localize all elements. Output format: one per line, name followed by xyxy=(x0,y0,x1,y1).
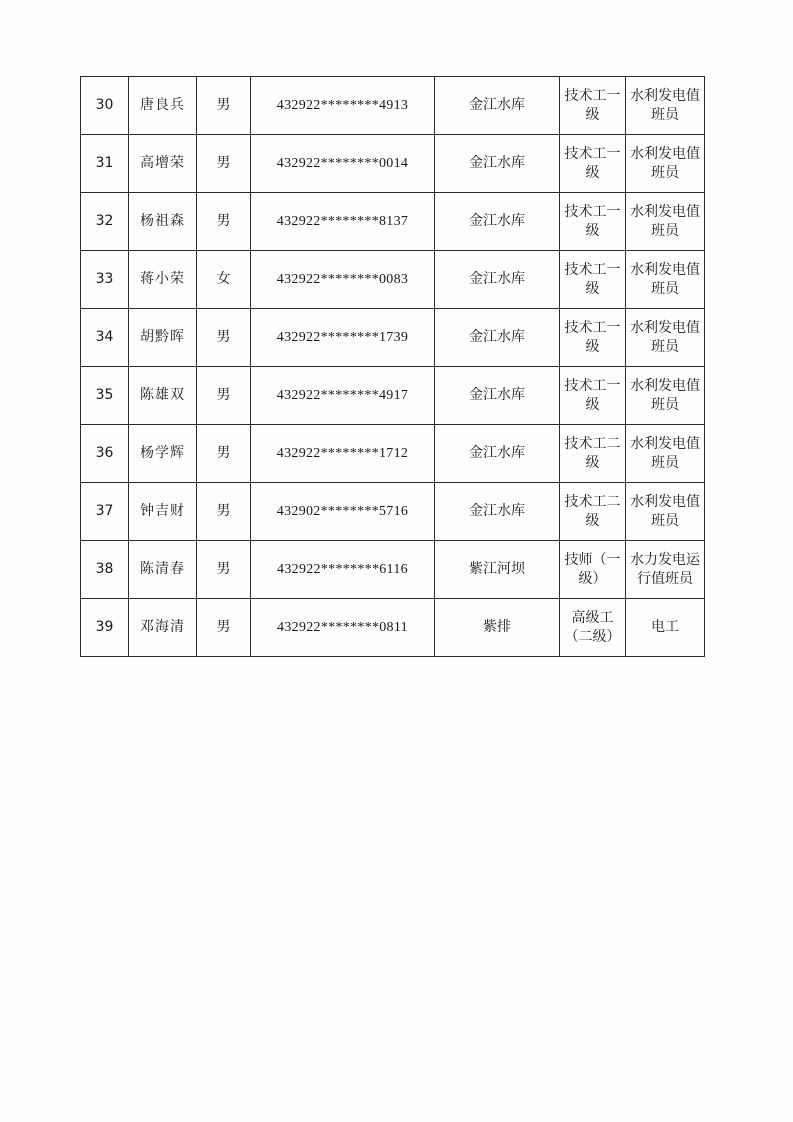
skill-level: 技术工二级 xyxy=(560,483,626,541)
row-number: 35 xyxy=(81,367,129,425)
id-number: 432922********1712 xyxy=(251,425,435,483)
skill-level: 技术工一级 xyxy=(560,77,626,135)
job-title: 水利发电值班员 xyxy=(626,483,705,541)
gender: 男 xyxy=(197,425,251,483)
job-title: 电工 xyxy=(626,599,705,657)
work-unit: 金江水库 xyxy=(435,483,560,541)
skill-level: 技术工一级 xyxy=(560,193,626,251)
job-title: 水利发电值班员 xyxy=(626,367,705,425)
row-number: 33 xyxy=(81,251,129,309)
row-number: 39 xyxy=(81,599,129,657)
person-name: 杨学辉 xyxy=(129,425,197,483)
job-title: 水利发电值班员 xyxy=(626,425,705,483)
gender: 男 xyxy=(197,483,251,541)
table-row xyxy=(81,541,705,599)
gender: 男 xyxy=(197,135,251,193)
table-row xyxy=(81,193,705,251)
person-name: 钟吉财 xyxy=(129,483,197,541)
person-name: 蒋小荣 xyxy=(129,251,197,309)
skill-level: 技师（一级） xyxy=(560,541,626,599)
person-name: 陈雄双 xyxy=(129,367,197,425)
row-number: 34 xyxy=(81,309,129,367)
row-number: 31 xyxy=(81,135,129,193)
id-number: 432922********0811 xyxy=(251,599,435,657)
table-row xyxy=(81,251,705,309)
job-title: 水利发电值班员 xyxy=(626,251,705,309)
row-number: 36 xyxy=(81,425,129,483)
id-number: 432922********0014 xyxy=(251,135,435,193)
person-name: 邓海清 xyxy=(129,599,197,657)
table-row xyxy=(81,309,705,367)
id-number: 432922********6116 xyxy=(251,541,435,599)
person-name: 唐良兵 xyxy=(129,77,197,135)
skill-level: 高级工（二级） xyxy=(560,599,626,657)
skill-level: 技术工一级 xyxy=(560,251,626,309)
row-number: 37 xyxy=(81,483,129,541)
person-name: 杨祖森 xyxy=(129,193,197,251)
person-name: 高增荣 xyxy=(129,135,197,193)
skill-level: 技术工一级 xyxy=(560,135,626,193)
id-number: 432922********8137 xyxy=(251,193,435,251)
job-title: 水利发电值班员 xyxy=(626,309,705,367)
id-number: 432922********0083 xyxy=(251,251,435,309)
skill-level: 技术工一级 xyxy=(560,367,626,425)
gender: 男 xyxy=(197,541,251,599)
id-number: 432922********4917 xyxy=(251,367,435,425)
skill-level: 技术工二级 xyxy=(560,425,626,483)
table-row xyxy=(81,367,705,425)
row-number: 30 xyxy=(81,77,129,135)
work-unit: 金江水库 xyxy=(435,193,560,251)
gender: 男 xyxy=(197,309,251,367)
table-row xyxy=(81,483,705,541)
table-row xyxy=(81,599,705,657)
gender: 男 xyxy=(197,599,251,657)
table-row xyxy=(81,135,705,193)
work-unit: 金江水库 xyxy=(435,367,560,425)
row-number: 32 xyxy=(81,193,129,251)
person-name: 胡黔晖 xyxy=(129,309,197,367)
work-unit: 紫排 xyxy=(435,599,560,657)
id-number: 432922********4913 xyxy=(251,77,435,135)
job-title: 水利发电值班员 xyxy=(626,193,705,251)
gender: 女 xyxy=(197,251,251,309)
gender: 男 xyxy=(197,367,251,425)
work-unit: 金江水库 xyxy=(435,309,560,367)
skill-level: 技术工一级 xyxy=(560,309,626,367)
person-name: 陈清春 xyxy=(129,541,197,599)
work-unit: 紫江河坝 xyxy=(435,541,560,599)
gender: 男 xyxy=(197,77,251,135)
row-number: 38 xyxy=(81,541,129,599)
table-row xyxy=(81,425,705,483)
job-title: 水力发电运行值班员 xyxy=(626,541,705,599)
id-number: 432902********5716 xyxy=(251,483,435,541)
gender: 男 xyxy=(197,193,251,251)
personnel-table xyxy=(80,76,705,657)
personnel-table-body xyxy=(81,77,705,657)
id-number: 432922********1739 xyxy=(251,309,435,367)
work-unit: 金江水库 xyxy=(435,77,560,135)
work-unit: 金江水库 xyxy=(435,251,560,309)
job-title: 水利发电值班员 xyxy=(626,77,705,135)
job-title: 水利发电值班员 xyxy=(626,135,705,193)
table-row xyxy=(81,77,705,135)
work-unit: 金江水库 xyxy=(435,425,560,483)
work-unit: 金江水库 xyxy=(435,135,560,193)
